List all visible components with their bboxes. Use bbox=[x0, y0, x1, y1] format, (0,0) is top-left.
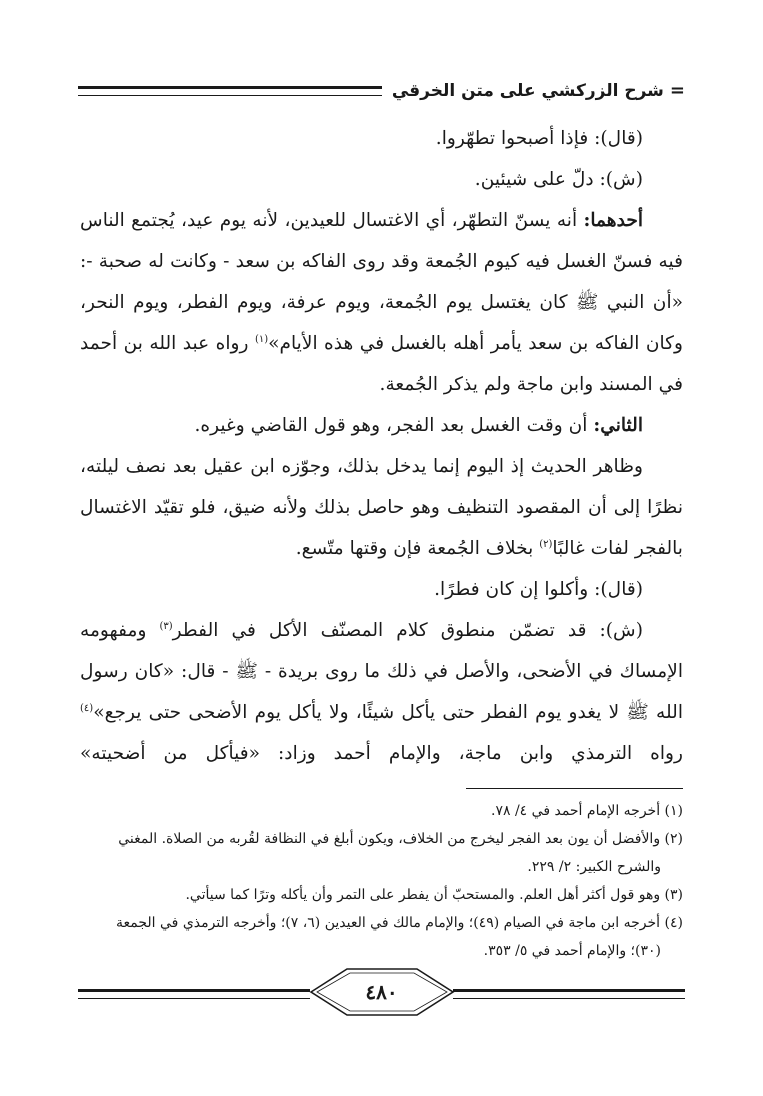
footnote-ref-4[interactable]: (٤) bbox=[80, 702, 94, 714]
footnote-2-continued: والشرح الكبير: ٢/ ٢٢٩. bbox=[527, 859, 661, 875]
header-mark: = bbox=[669, 80, 685, 101]
paragraph-5 bbox=[80, 446, 683, 569]
header-title: شرح الزركشي على متن الخرقي bbox=[391, 81, 664, 101]
paragraph-5-text-b: بخلاف الجُمعة فإن وقتها متّسع. bbox=[295, 538, 540, 559]
footnote-3: (٣) وهو قول أكثر أهل العلم. والمستحبّ أن يفطر على التمر وأن يأكله وترًا كما سيأتي. bbox=[185, 887, 683, 903]
paragraph-1: (قال): فإذا أصبحوا تطهّروا. bbox=[435, 128, 643, 149]
paragraph-7 bbox=[80, 610, 683, 774]
footnotes bbox=[80, 797, 683, 965]
paragraph-5-text-a: وظاهر الحديث إذ اليوم إنما يدخل بذلك، وجوّزه ابن عقيل بعد نصف ليلته، نظرًا إلى أن المقصود التنظيف وهو حاصل بذلك ولأنه ضيق، فلو تقيّد الاغتسال بالفجر لفات غالبًا bbox=[80, 456, 683, 559]
footnote-ref-3[interactable]: (٣) bbox=[159, 620, 173, 632]
footnote-separator bbox=[466, 788, 683, 789]
paragraph-4 bbox=[80, 405, 683, 446]
paragraph-3-text-a: أنه يسنّ التطهّر، أي الاغتسال للعيدين، لأنه يوم عيد، يُجتمع الناس فيه فسنّ الغسل فيه كيوم الجُمعة وقد روى الفاكه بن سعد - وكانت له صحبة -: «أن النبي ﷺ كان يغتسل يوم الجُمعة، ويوم عرفة، ويوم الفطر، ويوم النحر، وكان الفاكه بن سعد يأمر أهله بالغسل في هذه الأيام» bbox=[80, 210, 683, 354]
paragraph-2: (ش): دلّ على شيئين. bbox=[474, 169, 643, 190]
paragraph-4-lead: الثاني: bbox=[593, 415, 643, 436]
page-number: ٤٨٠ bbox=[365, 980, 398, 1004]
paragraph-7-text-b: ومفهومه الإمساك في الأضحى، والأصل في ذلك ما روى بريدة - ﷺ - قال: «كان رسول الله ﷺ لا يغدو يوم الفطر حتى يأكل شيئًا، ولا يأكل يوم الأضحى حتى يرجع» bbox=[80, 620, 683, 723]
paragraph-7-text-c: رواه الترمذي وابن ماجة، والإمام أحمد وزاد: «فيأكل من أضحيته» bbox=[80, 743, 683, 764]
page-footer bbox=[78, 966, 685, 1018]
paragraph-6: (قال): وأكلوا إن كان فطرًا. bbox=[434, 579, 643, 600]
header-rule bbox=[78, 86, 382, 96]
running-header bbox=[78, 76, 685, 106]
footnote-ref-1[interactable]: (١) bbox=[254, 333, 269, 345]
paragraph-3 bbox=[80, 200, 683, 405]
main-text bbox=[80, 118, 683, 774]
footnote-2: (٢) والأفضل أن يون بعد الفجر ليخرج من الخلاف، ويكون أبلغ في النظافة لقُربه من الصلاة. المغني bbox=[118, 831, 683, 847]
paragraph-3-lead: أحدهما: bbox=[583, 210, 643, 231]
footnote-4: (٤) أخرجه ابن ماجة في الصيام (٤٩)؛ والإمام مالك في العيدين (٦، ٧)؛ وأخرجه الترمذي في الجمعة bbox=[116, 915, 683, 931]
footnote-ref-2[interactable]: (٢) bbox=[539, 538, 553, 550]
paragraph-4-text: أن وقت الغسل بعد الفجر، وهو قول القاضي وغيره. bbox=[194, 415, 594, 436]
paragraph-3-text-b: رواه عبد الله بن أحمد في المسند وابن ماجة ولم يذكر الجُمعة. bbox=[80, 333, 683, 395]
footnote-1: (١) أخرجه الإمام أحمد في ٤/ ٧٨. bbox=[491, 803, 683, 819]
paragraph-7-text-a: (ش): قد تضمّن منطوق كلام المصنّف الأكل في الفطر bbox=[172, 620, 643, 641]
footnote-4-continued: (٣٠)؛ والإمام أحمد في ٥/ ٣٥٣. bbox=[483, 943, 661, 959]
